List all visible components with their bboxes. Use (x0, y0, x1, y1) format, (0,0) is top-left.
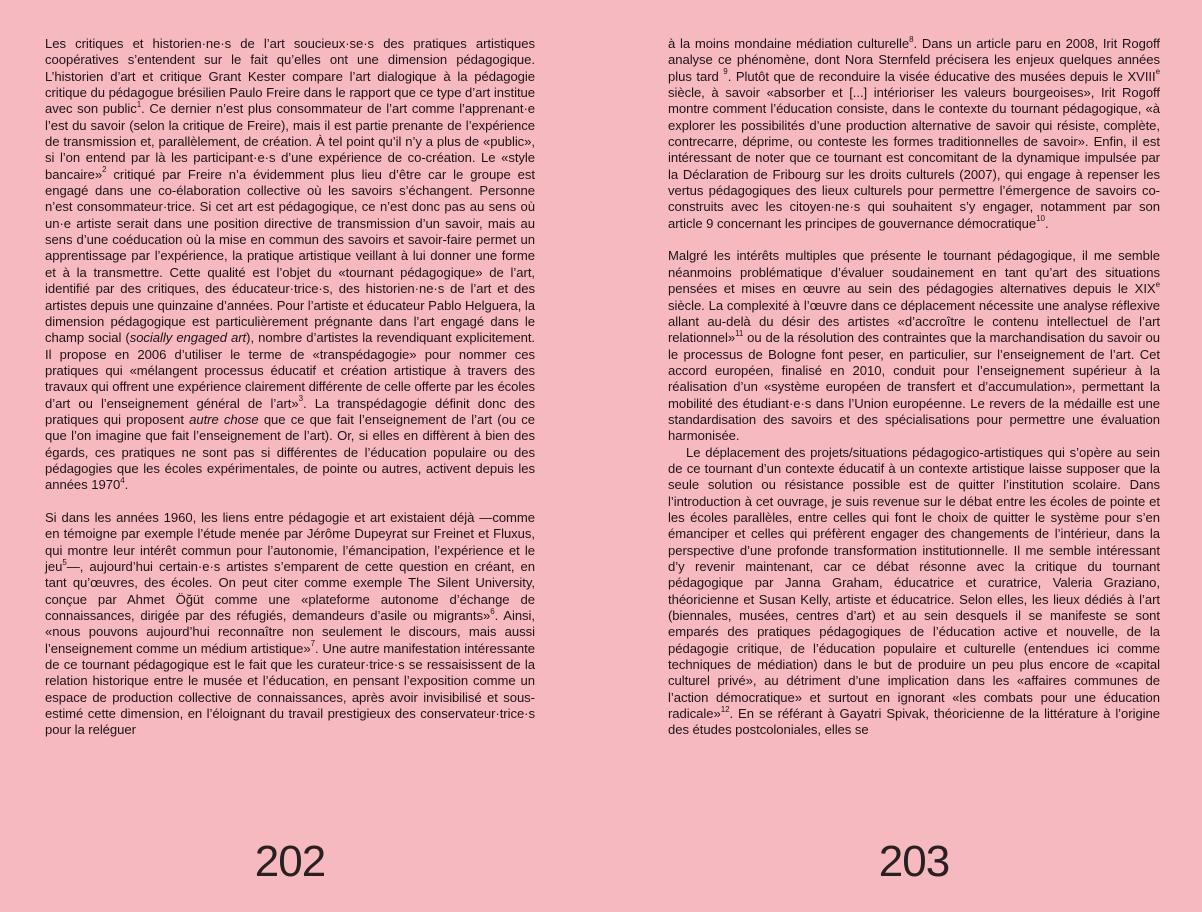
footnote-ref: 5 (62, 557, 67, 567)
page-number: 203 (878, 837, 950, 886)
text-run: . (124, 477, 129, 493)
text-run: Les critiques et historien·ne·s de l’art soucieux·se·s des pratiques artistiques coopératives s’entendent sur le fait qu’elles ont une dimension pédagogique. L’historien d’art et critique Grant Kester compare l’art dialogique à la pédagogie critique du pédagogue brésilien Paulo Freire dans le rapport que ce type d’art institue avec son public (45, 36, 535, 117)
text-run: . Ce dernier n’est plus consommateur de l’art comme l’apprenant·e l’est du savoir (selon la critique de Freire), mais il est partie prenante de l’expérience de transmission et, parallèlement, de création. À tel point qu’il n’y a plus de «public», si l’on entend par là les participant·e·s d’une expérience de co-création. Le «style bancaire» (45, 101, 535, 182)
footnote-ref: 11 (735, 328, 744, 338)
text-run: critiqué par Freire n’a évidemment plus lieu d’être car le groupe est engagé dans une co-élaboration collective où les savoirs s’échangent. Personne n’est consommateur·trice. Si cet art est pédagogique, ce n’est donc pas au sens où un·e artiste serait dans une position directive de transmission d’un savoir, mais au sens d’une coéducation où la mise en commun des savoirs et savoir-faire permet un apprentissage par l’expérience, la pratique artistique veillant à lui donner une forme et à la transmettre. Cette qualité est l’objet du «tournant pédagogique» de l’art, identifié par des critiques, des éducateur·trice·s, des historien·ne·s de l’art et des artistes depuis une quinzaine d’années. Pour l’artiste et éducateur Pablo Helguera, la dimension pédagogique est particulièrement prégnante dans l’art engagé dans le champ social ( (45, 166, 535, 346)
page-number: 202 (254, 837, 326, 886)
paragraph (45, 36, 535, 494)
text-run: que ce que fait l’enseignement de l’art (ou ce que l’on imagine que fait l’enseignement de l’art). Or, si elles en diffèrent à bien des égards, ces pratiques ne sont pas si différentes de l’éducation populaire ou des pédagogies que les écoles expérimentales, de pointe ou autres, activent depuis les années 1970 (45, 411, 536, 493)
footnote-ref: 3 (298, 394, 303, 404)
text-run: Malgré les intérêts multiples que présente le tournant pédagogique, il me semble néanmoins problématique d’évaluer soudainement en tant qu’art des situations pensées et mises en œuvre au sein des pédagogies alternatives depuis le XIX (668, 248, 1160, 297)
footnote-ref: 10 (1036, 214, 1045, 224)
paragraph (668, 248, 1160, 444)
paragraph (668, 445, 1160, 739)
century-superscript: e (1155, 67, 1160, 77)
italic-term: socially engaged art (129, 330, 247, 346)
text-run: ou de la résolution des contraintes que la marchandisation du savoir ou le processus de Bologne font peser, en particulier, sur l’enseignement de l’art. Cet accord européen, finalisé en 2010, conduit pour l’enseignement supérieur à la réalisation d’un «système européen de transfert et d’accumulation», permettant la mobilité des étudiant·e·s dans l’Union européenne. Le revers de la médaille est une standardisation des savoirs et des spécialisations pour permettre une évaluation harmonisée. (668, 330, 1160, 444)
text-run: ), nombre d’artistes la revendiquant explicitement. Il propose en 2006 d’utiliser le terme de «transpédagogie» pour nommer ces pratiques qui «mélangent processus éducatif et création artistique à travers des travaux qui offrent une expérience clairement différente de celle offerte par les écoles d’art ou l’enseignement général de l’art» (45, 330, 535, 411)
century-superscript: e (1155, 279, 1160, 289)
italic-term: autre chose (189, 411, 259, 427)
text-run: . Ainsi, «nous pouvons aujourd’hui reconnaître non seulement le discours, mais aussi l’enseignement comme un médium artistique» (45, 608, 536, 656)
text-run: . En se référant à Gayatri Spivak, théoricienne de la littérature à l’origine des études postcoloniales, elles se (668, 706, 1160, 738)
paragraph (668, 36, 1160, 232)
footnote-ref: 8 (909, 34, 914, 44)
text-run: . Dans un article paru en 2008, Irit Rogoff analyse ce phénomène, dont Nora Sternfeld précisera les enjeux quelques années plus tard (668, 36, 1160, 84)
text-run: . (1044, 215, 1049, 231)
footnote-ref: 2 (102, 165, 107, 175)
left-page-text (45, 36, 535, 739)
text-run: —, aujourd’hui certain·e·s artistes s’emparent de cette question en créant, en tant qu’œuvres, des écoles. On peut citer comme exemple The Silent University, conçue par Ahmet Öğüt comme une «plateforme autonome d’échange de connaissances, dirigée par des réfugiés, demandeurs d’asile ou migrants» (45, 559, 535, 624)
footnote-ref: 7 (310, 639, 316, 649)
text-run: siècle. La complexité à l’œuvre dans ce déplacement nécessite une analyse réflexive allant au-delà du désir des artistes «d’accroître le contenu intellectuel de l’art relationnel» (668, 297, 1160, 346)
text-run: siècle, à savoir «absorber et [...] intérioriser les valeurs bourgeoises», Irit Rogoff montre comment l’éducation consiste, dans le contexte du tournant pédagogique, «à explorer les possibilités d’une production alternative de savoir qui résiste, complète, contrecarre, déprime, ou conteste les formes traditionnelles de savoir». Enfin, il est intéressant de noter que ce tournant est concomitant de la dynamique impulsée par la Déclaration de Fribourg sur les droits culturels (2007), qui engage à repenser les vertus pédagogiques des lieux culturels pour permettre l’émergence de savoirs co-construits avec les citoyen·ne·s qui souhaitent s’y engager, notamment par son article 9 concernant les principes de gouvernance démocratique (668, 85, 1160, 231)
right-page-text (668, 36, 1160, 739)
right-page (668, 0, 1160, 912)
footnote-ref: 4 (120, 475, 125, 485)
paragraph (45, 510, 535, 739)
text-run: . Plutôt que de reconduire la visée éducative des musées depuis le XVIII (727, 68, 1156, 84)
text-run: à la moins mondaine médiation culturelle (668, 36, 910, 51)
footnote-ref: 1 (136, 100, 142, 110)
text-run: . La transpédagogie définit donc des pratiques qui proposent (45, 395, 535, 427)
left-page (45, 0, 535, 912)
text-run: . Une autre manifestation intéressante de ce tournant pédagogique est le fait que les curateur·trice·s se ressaisissent de la relation historique entre le musée et l’éducation, en pensant l’exposition comme un espace de production collective de connaissances, après avoir invisibilisé et sous-estimé cette dimension, en l’éloignant du travail prestigieux des conservateur·trice·s pour la reléguer (45, 640, 535, 738)
footnote-ref: 6 (490, 606, 495, 616)
text-run: Le déplacement des projets/situations pédagogico-artistiques qui s’opère au sein de ce tournant d’un contexte éducatif à un contexte artistique laisse supposer que la seule solution ou résistance possible est de quitter l’institution scolaire. Dans l’introduction à cet ouvrage, je suis revenue sur le débat entre les écoles de pointe et les écoles parallèles, entre celles qui font le choix de quitter le système pour s’en émanciper et celles qui préfèrent engager des changements de l’intérieur, dans la perspective d’une profonde transformation institutionnelle. Il me semble intéressant d’y revenir maintenant, car ce débat résonne avec la critique du tournant pédagogique par Janna Graham, éducatrice et curatrice, Valeria Graziano, théoricienne et Susan Kelly, artiste et éducatrice. Selon elles, les lieux dédiés à l’art (biennales, musées, centres d’art) et au sein desquels il se manifeste se sont emparés des pratiques pédagogiques de l’éducation active et nouvelle, de la pédagogie critique, de l’éducation populaire et culturelle (entendues ici comme techniques de médiation) dans le but de produire un peu plus encore de «capital culturel privé», au détriment d’une implication dans les «affaires communes de l’action démocratique» et surtout en ignorant «les combats pour une éducation radicale» (668, 444, 1160, 722)
text-run: Si dans les années 1960, les liens entre pédagogie et art existaient déjà —comme en témoigne par exemple l’étude menée par Jérôme Dupeyrat sur Freinet et Fluxus, qui montre leur intérêt commun pour l’autonomie, l’émancipation, l’expérience et le jeu (45, 509, 535, 574)
footnote-ref: 12 (720, 704, 730, 714)
footnote-ref: 9 (723, 67, 728, 77)
